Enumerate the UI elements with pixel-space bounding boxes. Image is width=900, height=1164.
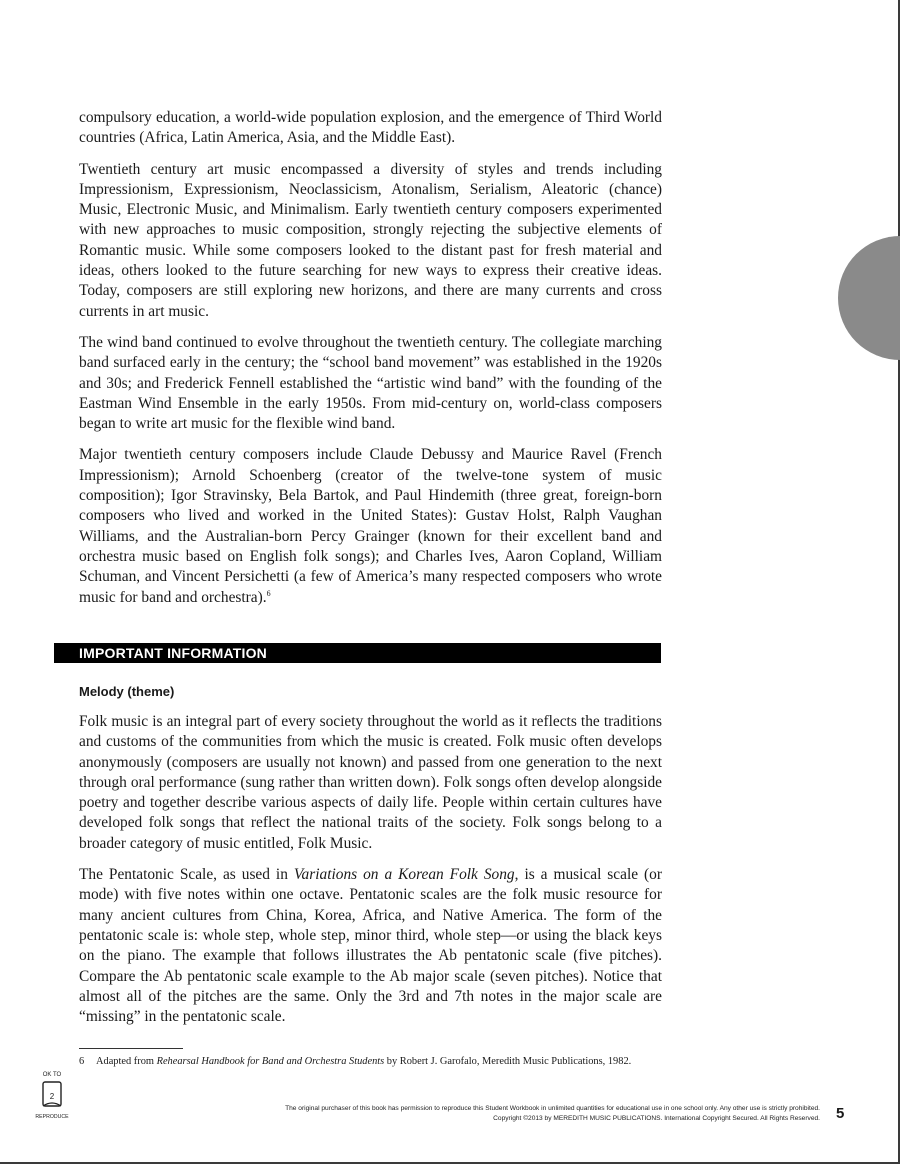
footnote-text (96, 1055, 662, 1069)
footnote-rule (79, 1048, 183, 1049)
page-number: 5 (836, 1105, 845, 1122)
footnote-book-title: Rehearsal Handbook for Band and Orchestra Students (156, 1056, 385, 1067)
copyright-notice (100, 1104, 820, 1123)
paragraph: The wind band continued to evolve throughout the twentieth century. The collegiate marching band surfaced early in the century; the “school band movement” was established in the 1920s and 30s; and Frederick Fennell established the “artistic wind band” with the founding of the Eastman Wind Ensemble in the early 1950s. From mid-century on, world-class composers began to write art music for the flexible wind band. (79, 333, 662, 433)
paragraph-composers (79, 445, 662, 607)
badge-bottom-text: REPRODUCE (35, 1114, 69, 1120)
ok-to-reproduce-icon (32, 1066, 72, 1126)
paragraph-folk-music: Folk music is an integral part of every society throughout the world as it reflects the traditions and customs of the communities from which the music is created. Folk music often develops anonymously (composers are usually not known) and passed from one generation to the next through oral performance (sung rather than written down). Folk songs often develop alongside poetry and together describe various aspects of daily life. People within certain cultures have developed folk songs that reflect the national traits of the society. Folk songs belong to a broader category of music entitled, Folk Music. (79, 713, 662, 852)
paragraph: compulsory education, a world-wide population explosion, and the emergence of Third World countries (Africa, Latin America, Asia, and the Middle East). (79, 109, 662, 147)
chapter-thumb-tab (838, 236, 900, 360)
footnote-lead: Adapted from (96, 1056, 157, 1067)
work-title: Variations on a Korean Folk Song (293, 866, 515, 884)
body-text (79, 108, 662, 619)
section-heading-bar: IMPORTANT INFORMATION (54, 643, 661, 663)
paragraph: Twentieth century art music encompassed a diversity of styles and trends including Impressionism, Expressionism, Neoclassicism, Atonalism, Serialism, Aleatoric (chance) Music, Electronic Music, and Minimalism. Early twentieth century composers experimented with new approaches to music composition, strongly rejecting the subjective elements of Romantic music. While some composers looked to the distant past for fresh material and ideas, others looked to the future searching for new ways to express their creative ideas. Today, composers are still exploring new horizons, and there are many currents and cross currents in art music. (79, 160, 662, 320)
paragraph-rest: , is a musical scale (or mode) with five notes within one octave. Pentatonic scales are the folk music resource for many ancient cultures from China, Korea, Africa, and Native America. The form of the pentatonic scale is: whole step, whole step, minor third, whole step—or using the black keys on the piano. The example that follows illustrates the Ab pentatonic scale (five pitches). Compare the Ab pentatonic scale example to the Ab major scale (seven pitches). Notice that almost all of the pitches are the same. Only the 3rd and 7th notes in the major scale are “missing” in the pentatonic scale. (79, 866, 662, 1026)
footnote-number: 6 (79, 1056, 85, 1067)
paragraph-text: Major twentieth century composers include Claude Debussy and Maurice Ravel (French Impressionism); Arnold Schoenberg (creator of the twelve-tone system of music composition); Igor Stravinsky, Bela Bartok, and Paul Hindemith (three great, foreign-born composers who lived and worked in the United States): Gustav Holst, Ralph Vaughan Williams, and the Australian-born Percy Grainger (known for their excellent band and orchestra music based on English folk songs); and Charles Ives, Aaron Copland, William Schuman, and Vincent Persichetti (a few of America’s many respected composers who wrote music for band and orchestra). (79, 446, 662, 606)
footnote-rest: by Robert J. Garofalo, Meredith Music Publications, 1982. (384, 1056, 632, 1067)
footnote (79, 1055, 662, 1069)
footnote-reference: 6 (266, 588, 271, 598)
paragraph-pentatonic (79, 865, 662, 1027)
section-body (79, 712, 662, 1038)
paragraph-lead: The Pentatonic Scale, as used in (79, 866, 294, 884)
permission-line: The original purchaser of this book has permission to reproduce this Student Workbook in unlimited quantities for educational use in one school only. Any other use is strictly prohibited. (285, 1105, 820, 1112)
badge-top-text: OK TO (42, 1072, 62, 1078)
subheading: Melody (theme) (79, 684, 175, 699)
copyright-line: Copyright ©2013 by MEREDITH MUSIC PUBLICATIONS. International Copyright Secured. All Rights Reserved. (493, 1114, 820, 1122)
badge-digit-text: 2 (49, 1092, 55, 1101)
